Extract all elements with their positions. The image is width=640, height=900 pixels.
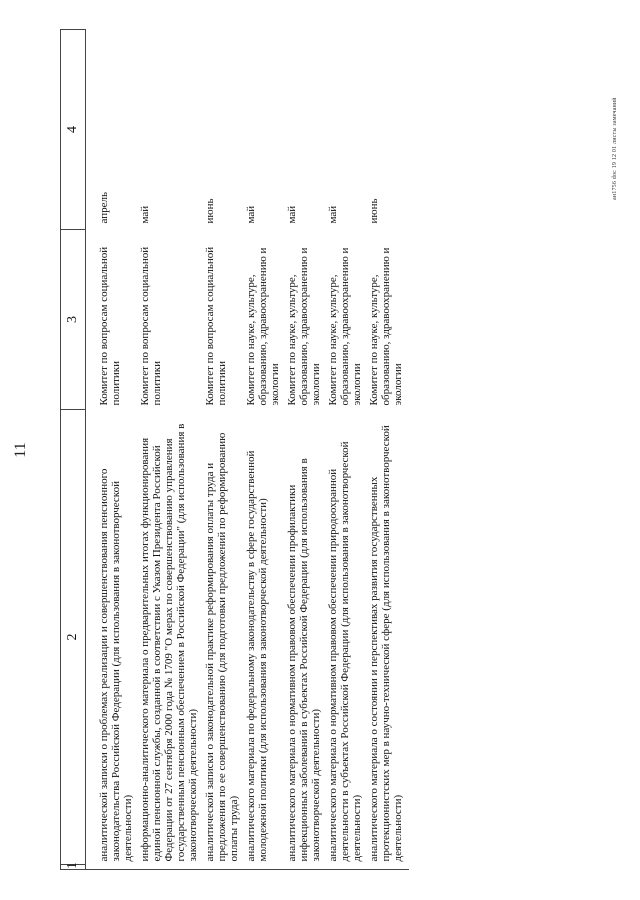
row-month: май bbox=[286, 205, 298, 224]
row-description: информационно-аналитического материала о предварительных итогах функционирования единой пенсионной службы, созданной в соответствии с Указом Президента Российской Федерации от 27 сентября 2000 года № 1709 "О мерах по совершенствованию управления государственным пенсионным обеспечением в Российской Федерации" (для использования в законотворческой деятельности) bbox=[139, 423, 199, 862]
page-number: 11 bbox=[12, 442, 29, 458]
column-header-1: 1 bbox=[61, 865, 86, 870]
row-month: апрель bbox=[98, 191, 110, 224]
plan-table bbox=[60, 29, 409, 870]
row-month: июнь bbox=[204, 198, 216, 224]
row-committee: Комитет по вопросам социальной политики bbox=[139, 246, 163, 406]
column-header-2: 2 bbox=[61, 410, 86, 865]
row-description: аналитической записки о проблемах реализации и совершенствования пенсионного законодательства Российской Федерации (для использования в законотворческой деятельности) bbox=[98, 468, 134, 862]
column-header-4: 4 bbox=[61, 30, 86, 230]
table-row bbox=[327, 30, 368, 870]
row-committee: Комитет по науке, культуре, образованию, здравоохранению и экологии bbox=[245, 247, 281, 406]
row-committee: Комитет по науке, культуре, образованию, здравоохранению и экологии bbox=[327, 247, 363, 406]
row-committee: Комитет по вопросам социальной политики bbox=[98, 246, 122, 406]
row-description: аналитического материала о нормативном правовом обеспечении профилактики инфекционных заболеваний в субъектах Российской Федерации (для использования в законотворческой деятельности) bbox=[286, 458, 322, 862]
footer-filename: ан1756 doc 19 12 01 листы замечаний bbox=[612, 97, 618, 200]
table-row bbox=[286, 30, 327, 870]
row-month: май bbox=[245, 205, 257, 224]
table-row bbox=[245, 30, 286, 870]
row-committee: Комитет по науке, культуре, образованию, здравоохранению и экологии bbox=[368, 247, 404, 406]
row-description: аналитического материала по федеральному законодательству в сфере государственной молодежной политики (для использования в законотворческой деятельности) bbox=[245, 450, 269, 862]
row-month: май bbox=[139, 205, 151, 224]
row-month: июнь bbox=[368, 198, 380, 224]
column-header-3: 3 bbox=[61, 230, 86, 410]
header-row bbox=[61, 30, 86, 870]
row-description: аналитического материала о состоянии и перспективах развития государственных протекционистских мер в научно-технической сфере (для использования в законотворческой деятельности) bbox=[368, 425, 404, 862]
table-row bbox=[368, 30, 409, 870]
table-row bbox=[86, 30, 140, 870]
table-row bbox=[139, 30, 204, 870]
row-committee: Комитет по науке, культуре, образованию, здравоохранению и экологии bbox=[286, 247, 322, 406]
row-description: аналитического материала о нормативном правовом обеспечении природоохранной деятельности в субъектах Российской Федерации (для использования в законотворческой деятельности) bbox=[327, 441, 363, 862]
row-month: май bbox=[327, 205, 339, 224]
row-committee: Комитет по вопросам социальной политики bbox=[204, 246, 228, 406]
row-description: аналитической записки о законодательной практике реформирования оплаты труда и предложения по ее совершенствованию (для подготовки предложений по реформированию оплаты труда) bbox=[204, 432, 240, 862]
table-row bbox=[204, 30, 245, 870]
